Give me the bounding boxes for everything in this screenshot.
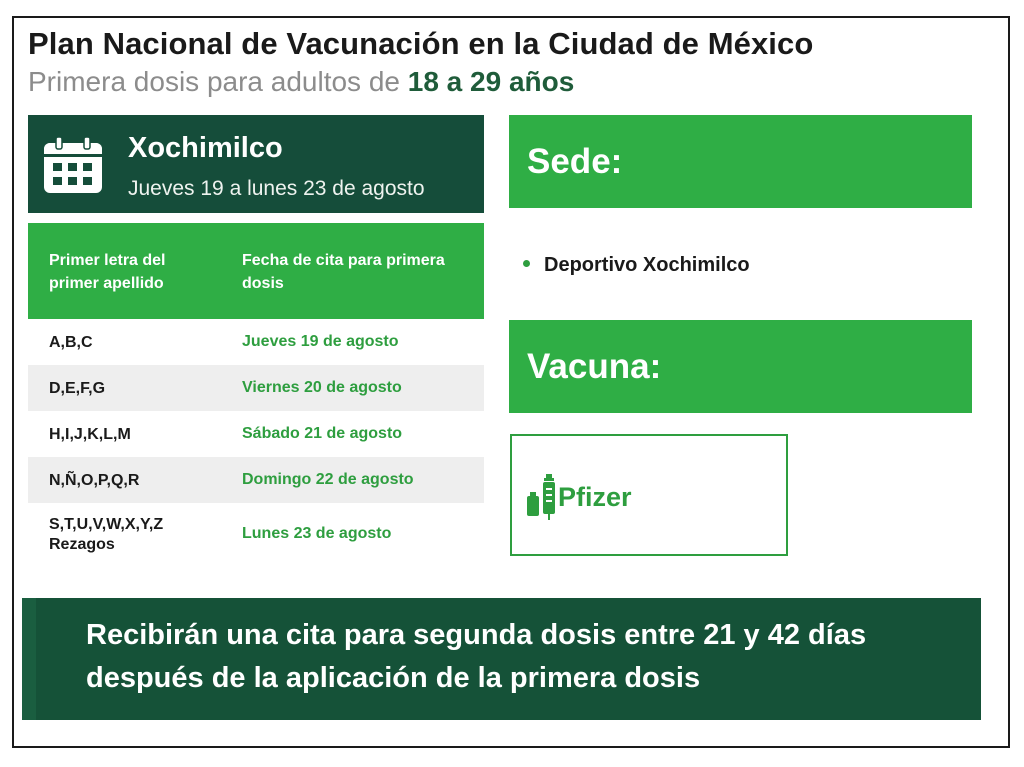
page-subtitle <box>28 66 574 98</box>
vaccine-brand-name: Pfizer <box>558 482 632 512</box>
sede-list-item <box>523 254 750 277</box>
table-row <box>28 457 484 503</box>
row-letters: N,Ñ,O,P,Q,R <box>49 472 140 489</box>
sede-name: Deportivo Xochimilco <box>544 254 750 276</box>
row-letters: D,E,F,G <box>49 380 106 397</box>
table-row <box>28 411 484 457</box>
vaccine-brand-card <box>510 434 788 556</box>
bullet-icon <box>523 260 530 267</box>
table-row <box>28 319 484 365</box>
vaccine-vial-icon <box>524 472 558 522</box>
calendar-icon <box>42 137 104 195</box>
location-card <box>28 115 484 213</box>
row-letters-extra: Rezagos <box>49 536 115 553</box>
banner-accent <box>22 598 36 720</box>
row-date: Lunes 23 de agosto <box>242 525 392 542</box>
location-dates: Jueves 19 a lunes 23 de agosto <box>128 177 425 200</box>
location-name: Xochimilco <box>128 132 283 164</box>
table-row <box>28 503 484 565</box>
row-letters: H,I,J,K,L,M <box>49 426 131 443</box>
schedule-table-header <box>28 223 484 319</box>
subtitle-age-range: 18 a 29 años <box>407 66 575 97</box>
row-letters: A,B,C <box>49 334 93 351</box>
row-letters-main: S,T,U,V,W,X,Y,Z <box>49 516 164 533</box>
row-letters <box>49 515 163 555</box>
page-title: Plan Nacional de Vacunación en la Ciudad de México <box>28 26 814 61</box>
row-date: Jueves 19 de agosto <box>242 333 399 350</box>
row-date: Sábado 21 de agosto <box>242 425 403 442</box>
second-dose-notice: Recibirán una cita para segunda dosis entre 21 y 42 días después de la aplicación de la primera dosis <box>86 619 867 694</box>
vacuna-header <box>509 320 972 413</box>
column-header-letter: Primer letra del primer apellido <box>49 252 166 292</box>
table-row <box>28 365 484 411</box>
row-date: Domingo 22 de agosto <box>242 471 414 488</box>
row-date: Viernes 20 de agosto <box>242 379 402 396</box>
second-dose-banner <box>22 598 981 720</box>
subtitle-prefix: Primera dosis para adultos de <box>28 66 408 97</box>
column-header-date: Fecha de cita para primera dosis <box>242 252 445 292</box>
sede-header <box>509 115 972 208</box>
vacuna-label: Vacuna: <box>527 347 662 386</box>
sede-label: Sede: <box>527 142 623 181</box>
